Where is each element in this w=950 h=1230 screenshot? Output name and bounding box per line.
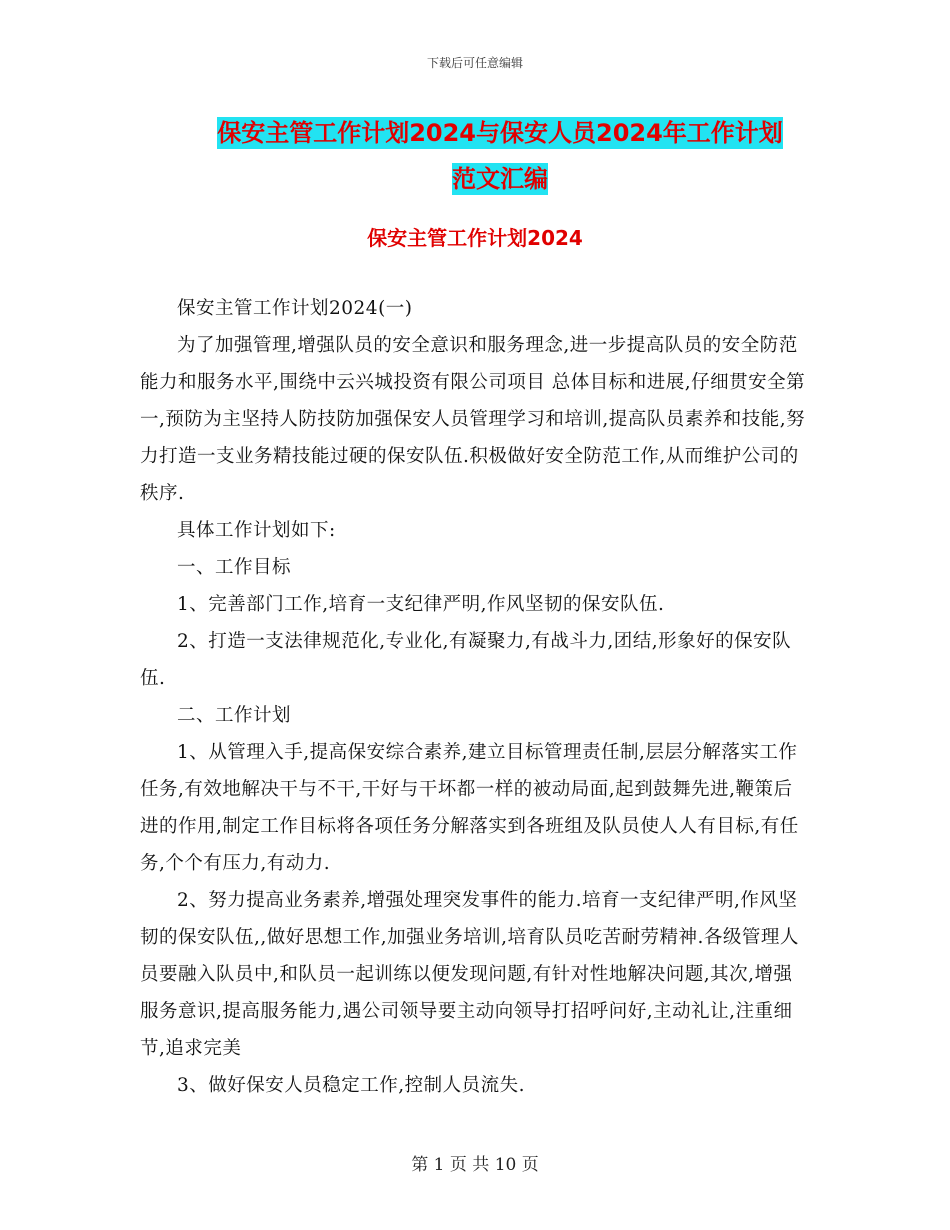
paragraph-plan-intro: 具体工作计划如下: (177, 520, 336, 541)
page-footer-number: 第 1 页 共 10 页 (411, 1155, 539, 1175)
paragraph-goal-1: 1、完善部门工作,培育一支纪律严明,作风坚韧的保安队伍. (177, 594, 665, 615)
paragraph-intro: 为了加强管理,增强队员的安全意识和服务理念,进一步提高队员的安全防范能力和服务水平,围绕中云兴城投资有限公司项目 总体目标和进展,仔细贯安全第一,预防为主坚持人防技防加强保安人员管理学习和培训,提高队员素养和技能,努力打造一支业务精技能过硬的保安队伍.积极做好安全防范工作,从而维护公司的秩序. (140, 335, 806, 504)
document-title (140, 110, 860, 202)
document-title-line-1: 保安主管工作计划2024与保安人员2024年工作计划 (217, 119, 783, 147)
document-title-line-2: 范文汇编 (452, 165, 548, 193)
paragraph-goal-2: 2、打造一支法律规范化,专业化,有凝聚力,有战斗力,团结,形象好的保安队伍. (140, 631, 792, 689)
paragraph-plan-3: 3、做好保安人员稳定工作,控制人员流失. (177, 1075, 526, 1096)
paragraph-plan-2: 2、努力提高业务素养,增强处理突发事件的能力.培育一支纪律严明,作风坚韧的保安队伍,,做好思想工作,加强业务培训,培育队员吃苦耐劳精神.各级管理人员要融入队员中,和队员一起训练以便发现问题,有针对性地解决问题,其次,增强服务意识,提高服务能力,遇公司领导要主动向领导打招呼问好,主动礼让,注重细节,追求完美 (140, 890, 799, 1059)
section-title: 保安主管工作计划2024 (367, 226, 583, 250)
paragraph-subtitle: 保安主管工作计划2024(一) (177, 298, 413, 319)
paragraph-plan-1: 1、从管理入手,提高保安综合素养,建立目标管理责任制,层层分解落实工作任务,有效地解决干与不干,干好与干坏都一样的被动局面,起到鼓舞先进,鞭策后进的作用,制定工作目标将各项任务分解落实到各班组及队员使人人有目标,有任务,个个有压力,有动力. (140, 742, 799, 874)
heading-goals: 一、工作目标 (177, 557, 292, 578)
heading-plan: 二、工作计划 (177, 705, 292, 726)
page-header-note: 下载后可任意编辑 (426, 56, 523, 70)
document-body (140, 290, 810, 1104)
